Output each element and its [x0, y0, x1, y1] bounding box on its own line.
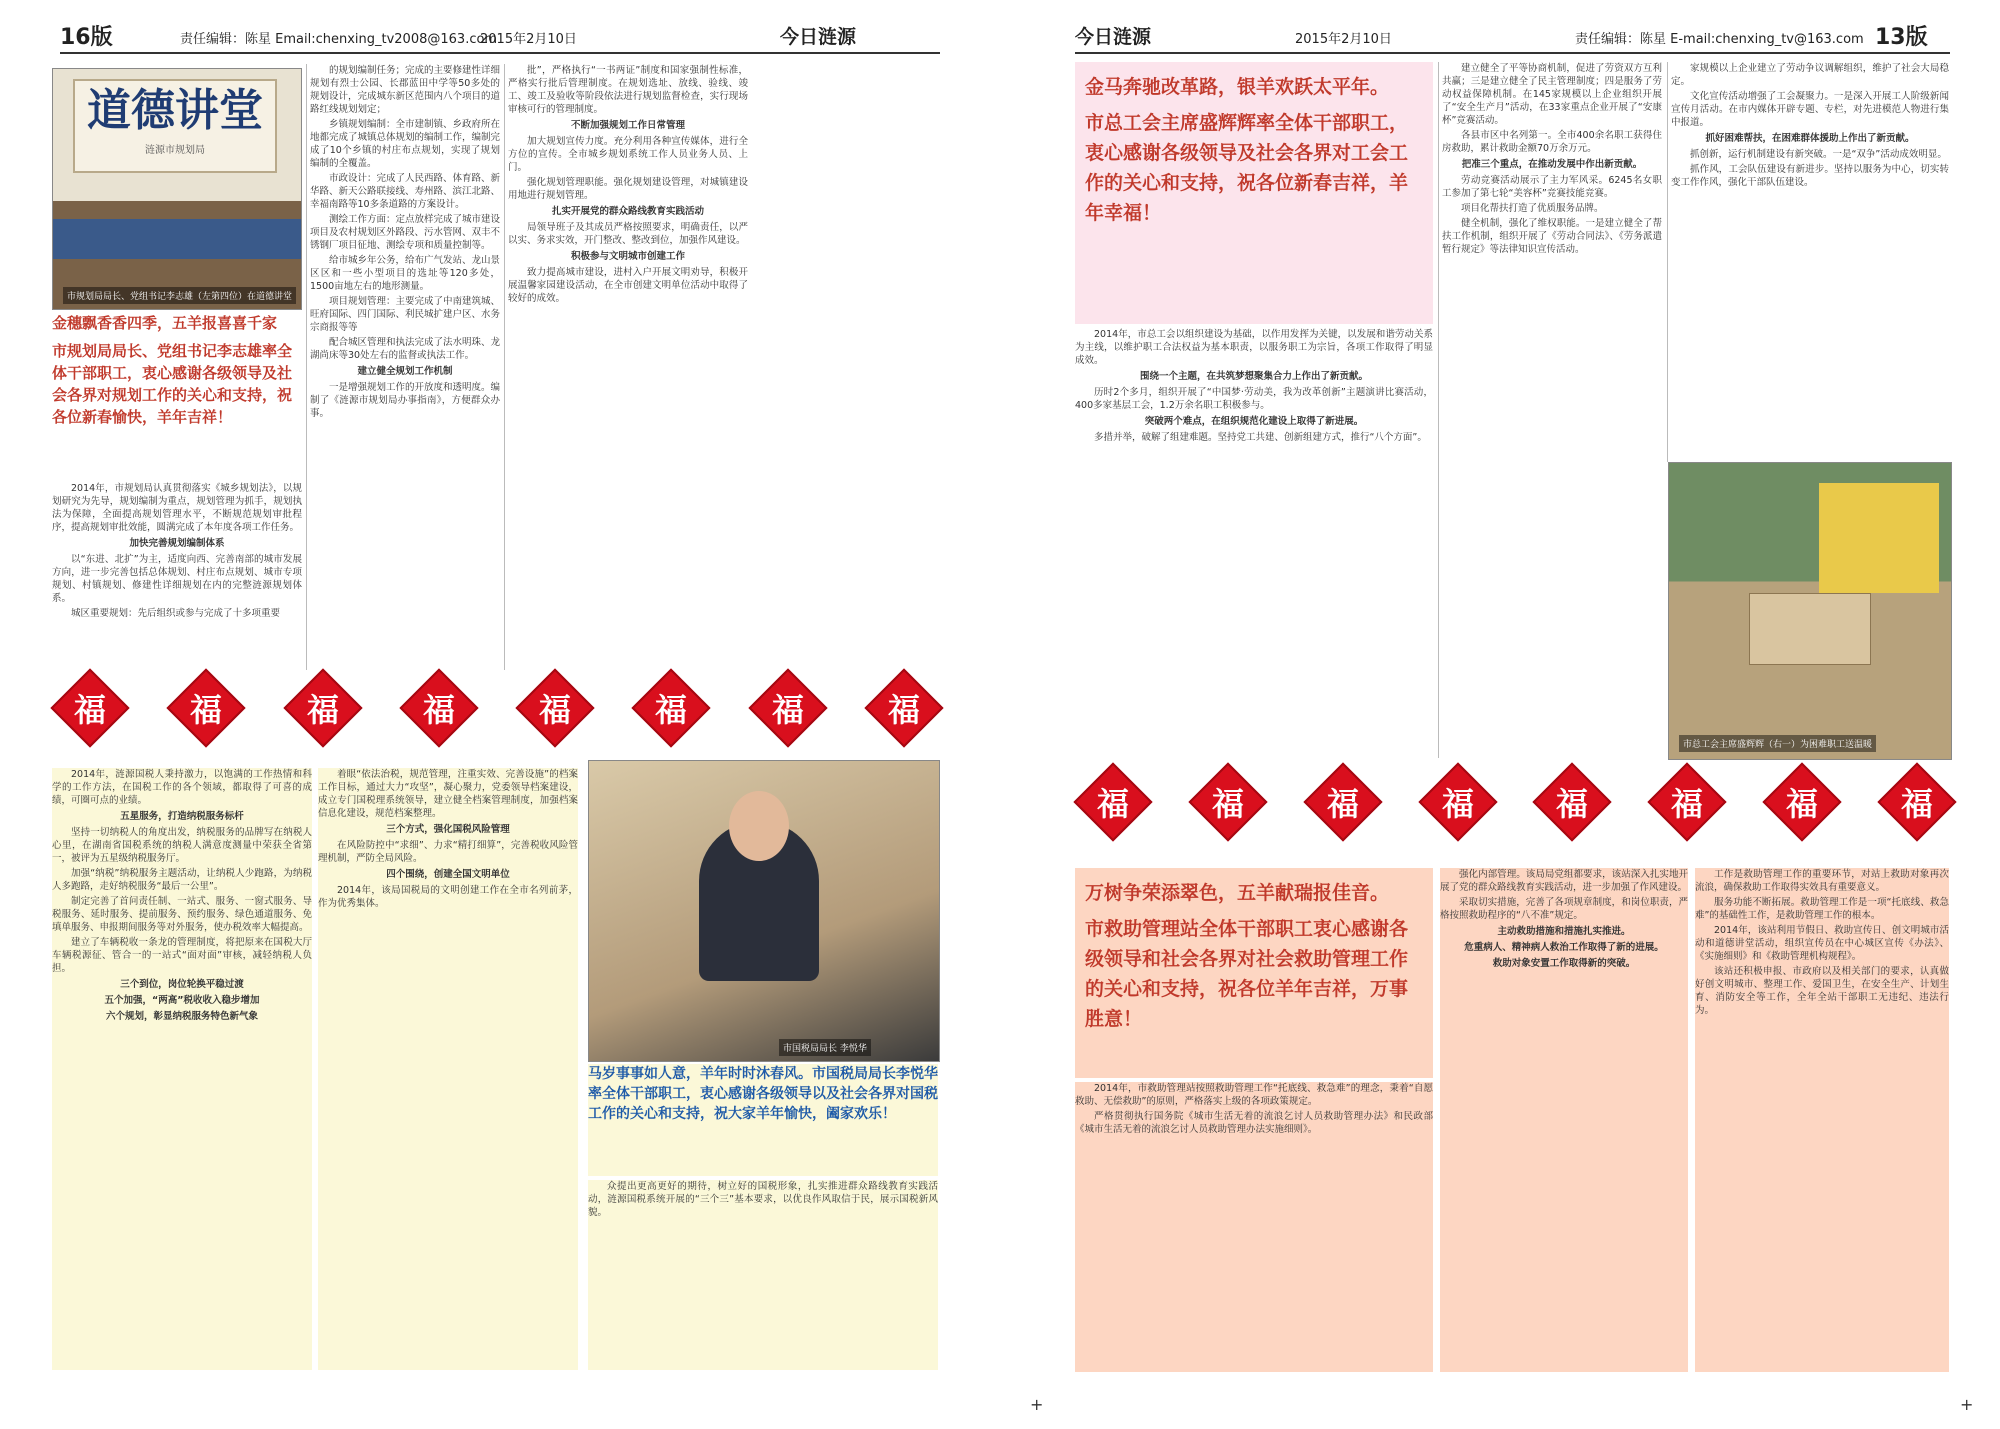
masthead: 今日涟源 — [1075, 26, 1152, 48]
article-paragraph: 各县市区中名列第一。全市400余名职工获得住房救助，累计救助金额70万余万元。 — [1442, 130, 1662, 154]
greeting-body: 市救助管理站全体干部职工衷心感谢各级领导和社会各界对社会救助管理工作的关心和支持，祝各位羊年吉祥，万事胜意！ — [1085, 918, 1409, 1030]
article-paragraph: 以“东进、北扩”为主，适度向西、完善南部的城市发展方向，进一步完善包括总体规划、村庄布点规划、城市专项规划、村镇规划、修建性详细规划在内的完整涟源规划体系。 — [52, 554, 302, 604]
greeting-body: 市规划局局长、党组书记李志雄率全体干部职工，衷心感谢各级领导及社会各界对规划工作的关心和支持，祝各位新春愉快，羊年吉祥！ — [52, 342, 293, 426]
column-divider — [1667, 62, 1668, 462]
article-paragraph: 文化宣传活动增强了工会凝聚力。一是深入开展工人阶级新闻宣传月活动。在市内媒体开辟专题、专栏，对先进模范人物进行集中报道。 — [1671, 91, 1949, 128]
page-number: 16版 — [60, 25, 113, 50]
audience-table — [53, 219, 301, 259]
banner-board-subtext: 涟源市规划局 — [145, 145, 205, 156]
masthead: 今日涟源 — [780, 26, 857, 48]
page-number: 13版 — [1875, 25, 1928, 50]
article-paragraph: 致力提高城市建设，进村入户开展文明劝导，积极开展温馨家园建设活动，在全市创建文明单位活动中取得了较好的成效。 — [508, 267, 748, 304]
rescue-article-col-3 — [1695, 868, 1949, 1372]
tax-article-col-3 — [588, 1180, 938, 1370]
donation-box — [1749, 593, 1871, 665]
article-subheading: 六个规划，彰显纳税服务特色新气象 — [105, 1011, 258, 1022]
article-subheading: 危重病人、精神病人救治工作取得了新的进展。 — [1464, 942, 1664, 953]
banner-board — [73, 79, 277, 173]
article-paragraph: 项目规划管理：主要完成了中南建筑城、旺府国际、四门国际、利民城扩建户区、水务宗商报等等 — [310, 296, 500, 333]
fu-diamond-icon: 福 — [1877, 762, 1956, 841]
photo-caption: 市国税局局长 李悦华 — [779, 1039, 871, 1056]
article-paragraph: 服务功能不断拓展。救助管理工作是一项“托底线、救急难”的基础性工作，是救助管理工作的根本。 — [1695, 897, 1949, 921]
article-subheading: 三个到位，岗位轮换平稳过渡 — [120, 979, 244, 990]
article-paragraph: 的规划编制任务；完成的主要修建性详细规划有烈士公园、长郡蓝田中学等50多处的规划设计，完成城东新区范围内八个项目的道路红线规划划定； — [310, 65, 500, 115]
article-paragraph: 城区重要规划：先后组织或参与完成了十多项重要 — [71, 608, 281, 619]
fu-diamond-icon: 福 — [1303, 762, 1382, 841]
fu-diamond-icon: 福 — [748, 668, 827, 747]
banner-board-text: 道德讲堂 — [87, 85, 263, 136]
article-paragraph: 2014年，该站利用节假日、救助宣传日、创文明城市活动和道德讲堂活动，组织宣传员在中心城区宣传《办法》、《实施细则》和《救助管理机构规程》。 — [1695, 925, 1949, 962]
greeting-body: 市总工会主席盛辉辉率全体干部职工，衷心感谢各级领导及社会各界对工会工作的关心和支持，祝各位新春吉祥，羊年幸福！ — [1085, 112, 1409, 224]
article-paragraph: 一是增强规划工作的开放度和透明度。编制了《涟源市规划局办事指南》，方便群众办事。 — [310, 382, 500, 419]
article-paragraph: 局领导班子及其成员严格按照要求，明确责任，以严以实、务求实效，开门整改、整改到位，加强作风建设。 — [508, 222, 748, 246]
tax-article-col-2 — [318, 768, 578, 1370]
fu-diamond-icon: 福 — [399, 668, 478, 747]
union-greeting — [1075, 62, 1433, 324]
article-paragraph: 家规模以上企业建立了劳动争议调解组织，维护了社会大局稳定。 — [1671, 63, 1949, 87]
fu-diamond-icon: 福 — [50, 668, 129, 747]
article-subheading: 三个方式，强化国税风险管理 — [386, 824, 510, 835]
article-paragraph: 工作是救助管理工作的重要环节，对站上救助对象再次流浪，确保救助工作取得实效具有重要意义。 — [1695, 869, 1949, 893]
column-divider — [306, 64, 307, 670]
article-subheading: 五个加强，“两高”税收收入稳步增加 — [104, 995, 260, 1006]
article-paragraph: 着眼“依法治税，规范管理，注重实效、完善设施”的档案工作目标，通过大力“攻坚”，凝心聚力，党委领导档案建设，成立专门国税理系统领导，建立健全档案管理制度，加强档案信息化建设，规范档案整理。 — [318, 769, 578, 819]
planning-article-col-3 — [508, 64, 748, 670]
article-paragraph: 加强“纳税”纳税服务主题活动，让纳税人少跑路，为纳税人多跑路，走好纳税服务“最后一公里”。 — [52, 868, 312, 892]
moral-hall-photo — [52, 68, 302, 310]
person-face — [729, 791, 789, 861]
planning-article-col-2 — [310, 64, 500, 670]
article-subheading: 四个围绕，创建全国文明单位 — [386, 869, 510, 880]
article-paragraph: 采取切实措施，完善了各项规章制度，和岗位职责，严格按照救助程序的“八不准”规定。 — [1440, 897, 1688, 921]
article-paragraph: 批”，严格执行“一书两证”制度和国家强制性标准，严格实行批后管理制度。在规划选址、放线、验线、竣工、竣工及验收等阶段依法进行规划监督检查，实行现场审核可行的管理制度。 — [508, 65, 748, 115]
fu-diamond-icon: 福 — [167, 668, 246, 747]
article-paragraph: 项目化帮扶打造了优质服务品牌。 — [1461, 203, 1604, 214]
article-subheading: 五星服务，打造纳税服务标杆 — [120, 811, 244, 822]
truck-shape — [1819, 483, 1939, 593]
issue-date: 2015年2月10日 — [1295, 32, 1392, 47]
greeting-couplet: 万树争荣添翠色，五羊献瑞报佳音。 — [1085, 882, 1390, 904]
article-paragraph: 抓创新，运行机制建设有新突破。一是“双争”活动成效明显。 — [1690, 149, 1947, 160]
article-paragraph: 2014年，涟源国税人秉持激力，以饱满的工作热情和科学的工作方法，在国税工作的各个领域，都取得了可喜的成绩，可圈可点的业绩。 — [52, 769, 312, 806]
article-paragraph: 2014年，市救助管理站按照救助管理工作“托底线、救急难”的理念，秉着“自愿救助、无偿救助”的原则，严格落实上级的各项政策规定。 — [1075, 1083, 1433, 1107]
article-subheading: 抓好困难帮扶，在困难群体援助上作出了新贡献。 — [1705, 133, 1915, 144]
article-paragraph: 加大规划宣传力度。充分利用各种宣传媒体，进行全方位的宣传。全市城乡规划系统工作人员业务人员、上门。 — [508, 136, 748, 173]
article-subheading: 突破两个难点，在组织规范化建设上取得了新进展。 — [1144, 416, 1364, 427]
fu-diamond-icon: 福 — [1762, 762, 1841, 841]
fu-diamond-icon: 福 — [283, 668, 362, 747]
article-paragraph: 坚持一切纳税人的角度出发，纳税服务的品牌写在纳税人心里，在湖南省国税系统的纳税人满意度测量中荣获全省第一，被评为五星级纳税服务厅。 — [52, 827, 312, 864]
article-subheading: 不断加强规划工作日常管理 — [570, 120, 685, 131]
article-paragraph: 抓作风，工会队伍建设有新进步。坚持以服务为中心，切实转变工作作风，强化干部队伍建设。 — [1671, 164, 1949, 188]
article-paragraph: 严格贯彻执行国务院《城市生活无着的流浪乞讨人员救助管理办法》和民政部《城市生活无着的流浪乞讨人员救助管理办法实施细则》。 — [1075, 1111, 1433, 1135]
editor-info: 责任编辑：陈星 Email:chenxing_tv2008@163.com — [180, 32, 498, 47]
photo-caption: 市规划局局长、党组书记李志雄（左第四位）在道德讲堂 — [63, 287, 296, 304]
page-header-right — [1075, 18, 1950, 54]
editor-info: 责任编辑：陈星 E-mail:chenxing_tv@163.com — [1575, 32, 1864, 47]
union-article-col-1 — [1075, 328, 1433, 758]
planning-greeting — [52, 312, 302, 482]
fu-diamond-icon: 福 — [1188, 762, 1267, 841]
article-subheading: 围绕一个主题，在共筑梦想聚集合力上作出了新贡献。 — [1139, 371, 1368, 382]
fu-decoration-band-left — [62, 680, 932, 760]
article-paragraph: 建立健全了平等协商机制，促进了劳资双方互利共赢；三是建立健全了民主管理制度；四是服务了劳动权益保障机制。在145家规模以上企业组织开展了“安全生产月”活动，在33家重点企业开展了“安康杯”竞赛活动。 — [1442, 63, 1662, 126]
article-paragraph: 历时2个多月，组织开展了“中国梦·劳动美，我为改革创新”主题演讲比赛活动，400多家基层工会，1.2万余名职工积极参与。 — [1075, 387, 1433, 411]
column-divider — [504, 64, 505, 670]
article-paragraph: 众提出更高更好的期待，树立好的国税形象，扎实推进群众路线教育实践活动，涟源国税系统开展的“三个三”基本要求，以优良作风取信于民，展示国税新风貌。 — [588, 1181, 938, 1218]
union-article-col-2 — [1442, 62, 1662, 758]
greeting-couplet: 金马奔驰改革路，银羊欢跃太平年。 — [1085, 76, 1390, 98]
article-paragraph: 乡镇规划编制：全市建制镇、乡政府所在地都完成了城镇总体规划的编制工作，编制完成了10个乡镇的村庄布点规划，实现了规划编制的全覆盖。 — [310, 119, 500, 169]
article-paragraph: 2014年，该局国税局的文明创建工作在全市名列前茅，作为优秀集体。 — [318, 885, 578, 909]
article-paragraph: 2014年，市总工会以组织建设为基础，以作用发挥为关键，以发展和谐劳动关系为主线，以维护职工合法权益为基本职责，以服务职工为宗旨，各项工作取得了明显成效。 — [1075, 329, 1433, 366]
fu-diamond-icon: 福 — [864, 668, 943, 747]
column-divider — [1438, 62, 1439, 758]
page-header-left — [60, 18, 940, 54]
article-paragraph: 健全机制，强化了维权职能。一是建立健全了帮扶工作机制，组织开展了《劳动合同法》、《劳务派遣暂行规定》等法律知识宣传活动。 — [1442, 218, 1662, 255]
article-paragraph: 在风险防控中“求细”、力求“精打细算”，完善税收风险管理机制，严防全局风险。 — [318, 840, 578, 864]
issue-date: 2015年2月10日 — [480, 32, 577, 47]
union-article-col-3 — [1671, 62, 1949, 462]
registration-mark-icon: + — [1030, 1395, 1044, 1414]
fu-diamond-icon: 福 — [1533, 762, 1612, 841]
article-subheading: 建立健全规划工作机制 — [357, 366, 453, 377]
article-paragraph: 制定完善了首问责任制、一站式、服务、一窗式服务、导税服务、延时服务、提前服务、预约服务、绿色通道服务、免填单服务、申报期间服务等对外服务，使办税效率大幅提高。 — [52, 896, 312, 933]
article-paragraph: 市政设计：完成了人民西路、体育路、新华路、新天公路联接线、寿州路、滨江北路、幸福南路等10多条道路的方案设计。 — [310, 173, 500, 210]
rescue-greeting — [1075, 868, 1433, 1078]
fu-diamond-icon: 福 — [1073, 762, 1152, 841]
article-paragraph: 劳动竞赛活动展示了主力军风采。6245名女职工参加了第七轮“美容杯”竞赛技能竞赛。 — [1442, 175, 1662, 199]
planning-article-col-1 — [52, 482, 302, 670]
article-paragraph: 测绘工作方面：定点放样完成了城市建设项目及农村规划区外路段、污水管网、双丰不锈钢厂项目征地、测绘专项和质量控制等。 — [310, 214, 500, 251]
rescue-article-col-2 — [1440, 868, 1688, 1372]
tax-director-photo — [588, 760, 940, 1062]
article-paragraph: 建立了车辆税收一条龙的管理制度，将把原来在国税大厅车辆税源征、管合一的一站式“面对面”审核，减轻纳税人负担。 — [52, 937, 312, 974]
article-subheading: 加快完善规划编制体系 — [129, 538, 225, 549]
tax-greeting: 马岁事事如人意，羊年时时沐春风。市国税局局长李悦华率全体干部职工，衷心感谢各级领导以及社会各界对国税工作的关心和支持，祝大家羊年愉快，阖家欢乐！ — [588, 1064, 938, 1176]
fu-diamond-icon: 福 — [516, 668, 595, 747]
article-paragraph: 强化内部管理。该局局党组都要求，该站深入扎实地开展了党的群众路线教育实践活动，进一步加强了作风建设。 — [1440, 869, 1688, 893]
article-paragraph: 给市城乡年公务，给布广气发站、龙山景区区和一些小型项目的选址等120多处，1500亩地左右的地形测量。 — [310, 255, 500, 292]
article-subheading: 救助对象安置工作取得新的突破。 — [1492, 958, 1636, 969]
union-charity-photo — [1668, 462, 1952, 760]
photo-caption: 市总工会主席盛辉辉（右一）为困难职工送温暖 — [1679, 735, 1876, 752]
fu-diamond-icon: 福 — [632, 668, 711, 747]
article-subheading: 主动救助措施和措施扎实推进。 — [1497, 926, 1631, 937]
right-page — [1000, 0, 2000, 1429]
fu-decoration-band-right — [1085, 774, 1945, 854]
article-paragraph: 多措并举，破解了组建难题。坚持党工共建、创新组建方式，推行“八个方面”。 — [1094, 432, 1427, 443]
article-paragraph: 强化规划管理职能。强化规划建设管理，对城镇建设用地进行规划管理。 — [508, 177, 748, 201]
article-subheading: 把准三个重点，在推动发展中作出新贡献。 — [1461, 159, 1643, 170]
article-subheading: 积极参与文明城市创建工作 — [570, 251, 685, 262]
greeting-couplet: 金穗飘香香四季，五羊报喜喜千家 — [52, 314, 278, 332]
article-paragraph: 该站还积极申报、市政府以及相关部门的要求，认真做好创文明城市、整理工作、爱国卫生，在安全生产、计划生育、消防安全等工作，全年全站干部职工无违纪、违法行为。 — [1695, 966, 1949, 1016]
article-paragraph: 2014年，市规划局认真贯彻落实《城乡规划法》，以规划研究为先导，规划编制为重点，规划管理为抓手，规划执法为保障，全面提高规划管理水平，不断规范规划审批程序，提高规划审批效能，圆满完成了本年度各项工作任务。 — [52, 483, 302, 533]
rescue-article-col-1 — [1075, 1082, 1433, 1372]
tax-article-col-1 — [52, 768, 312, 1370]
fu-diamond-icon: 福 — [1648, 762, 1727, 841]
fu-diamond-icon: 福 — [1418, 762, 1497, 841]
registration-mark-icon: + — [1960, 1395, 1974, 1414]
article-subheading: 扎实开展党的群众路线教育实践活动 — [551, 206, 704, 217]
article-paragraph: 配合城区管理和执法完成了法水明珠、龙湖尚床等30处左右的监督或执法工作。 — [310, 337, 500, 361]
